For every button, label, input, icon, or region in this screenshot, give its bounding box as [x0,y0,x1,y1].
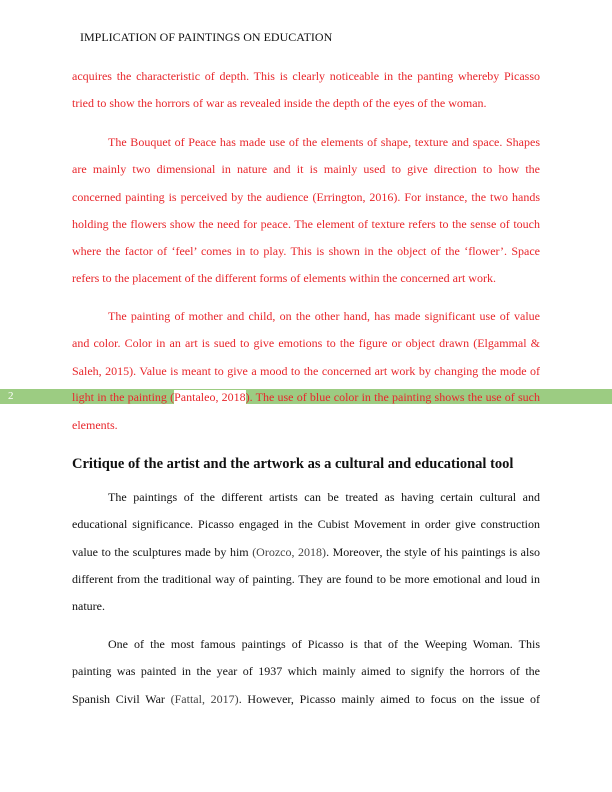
text-line: Saleh, 2015). Value is meant to give a mood to the concerned art work by changing the mode of [72,363,540,378]
text-line: The paintings of the different artists can be treated as having certain cultural and [108,490,540,504]
text-line: refers to the placement of the different forms of elements within the concerned art work. [72,271,496,286]
paragraph-1 [72,63,540,118]
paragraph-2 [72,129,540,293]
text-line: concerned painting is perceived by the audience (Errington, 2016). For instance, the two hands [72,189,540,204]
text-line: holding the flowers show the need for peace. The element of texture refers to the sense of touch [72,216,540,231]
text-span: . However, Picasso mainly aimed to focus on the issue of [238,691,540,706]
paragraph-5 [72,631,540,713]
highlighted-text-line [72,384,540,411]
citation-highlight: Pantaleo, 2018 [174,390,246,404]
running-header: IMPLICATION OF PAINTINGS ON EDUCATION [80,30,333,44]
text-span: Spanish Civil War [72,691,171,706]
text-line [72,539,540,566]
text-line: The Bouquet of Peace has made use of the elements of shape, texture and space. Shapes [108,135,540,149]
text-line: different from the traditional way of painting. They are found to be more emotional and loud in [72,571,540,586]
section-heading: Critique of the artist and the artwork as a cultural and educational tool [72,456,514,472]
text-span: ). The use of blue color in the painting shows the use of such [245,390,540,404]
citation: (Orozco, 2018) [252,544,327,559]
text-line: acquires the characteristic of depth. This is clearly noticeable in the panting whereby Picasso [72,69,540,83]
text-line: One of the most famous paintings of Picasso is that of the Weeping Woman. This [108,637,540,651]
text-line: where the factor of ‘feel’ comes in to play. This is shown in the object of the ‘flower’. Space [72,244,540,259]
paragraph-4 [72,484,540,620]
paragraph-3-end [72,412,540,439]
citation: (Fattal, 2017) [170,691,239,706]
text-line: nature. [72,599,105,614]
text-line: and color. Color in an art is sued to give emotions to the figure or object drawn (Elgammal & [72,336,540,351]
paragraph-3 [72,303,540,385]
text-span: light in the painting ( [72,390,175,404]
text-line [72,686,540,713]
text-span: value to the sculptures made by him [72,544,253,559]
text-line: educational significance. Picasso engaged in the Cubist Movement in order give construction [72,517,540,532]
text-line: elements. [72,418,118,432]
text-span: . Moreover, the style of his paintings is also [326,544,540,559]
text-line: are mainly two dimensional in nature and it is mainly used to give direction to how the [72,162,540,177]
text-line: tried to show the horrors of war as revealed inside the depth of the eyes of the woman. [72,96,487,111]
text-line: The painting of mother and child, on the other hand, has made significant use of value [108,309,540,323]
page-number: 2 [8,390,14,402]
text-line: painting was painted in the year of 1937 which mainly aimed to signify the horrors of the [72,664,540,679]
